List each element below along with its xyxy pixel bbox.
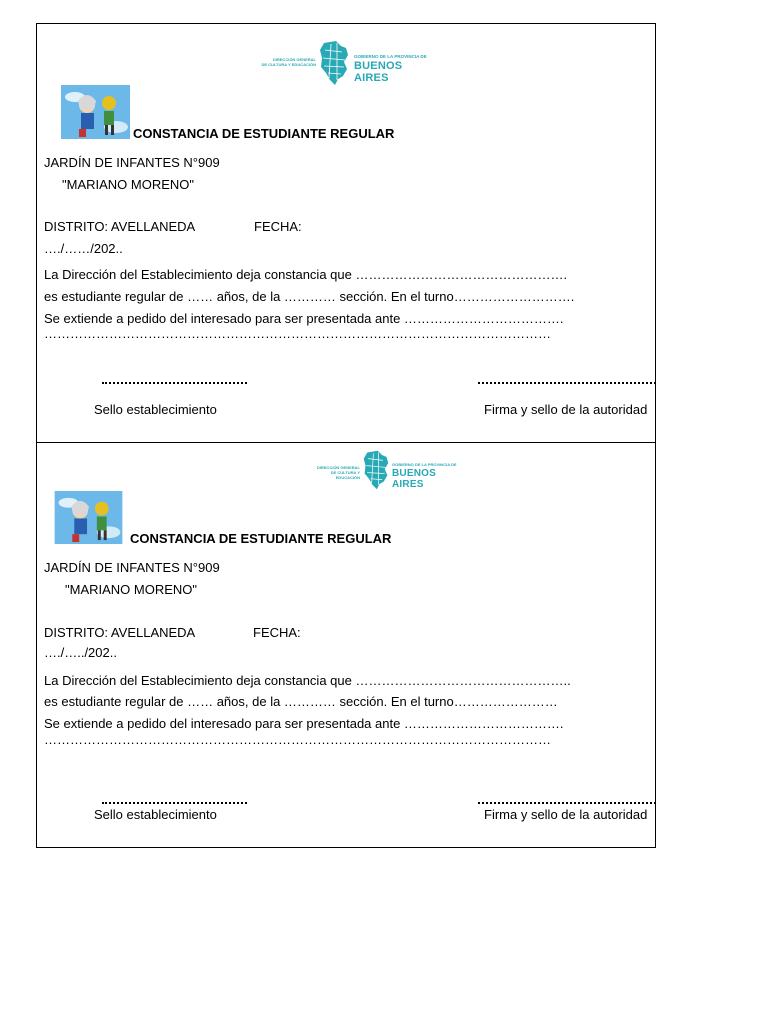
date-label: FECHA: <box>253 625 301 640</box>
district-label: DISTRITO: AVELLANEDA <box>44 219 196 234</box>
body-line-4: ……………………………………………………………………………………………………… <box>44 732 551 747</box>
authority-signature-line <box>478 382 656 384</box>
body-line-1: La Dirección del Establecimiento deja constancia que …………………………………………. <box>44 267 568 282</box>
school-name: "MARIANO MORENO" <box>62 177 195 192</box>
children-illustration <box>61 85 130 139</box>
government-logo <box>308 448 468 492</box>
signature-label: Firma y sello de la autoridad <box>484 807 648 822</box>
logo-cultura-text: DE CULTURA Y EDUCACIÓN <box>330 470 360 480</box>
government-logo <box>254 39 434 87</box>
school-number: JARDÍN DE INFANTES N°909 <box>44 155 220 170</box>
body-line-4: ……………………………………………………………………………………………………… <box>44 326 551 341</box>
stamp-label: Sello establecimiento <box>94 807 217 822</box>
section-divider <box>36 442 656 443</box>
date-value: …./…../202.. <box>44 645 117 660</box>
district-label: DISTRITO: AVELLANEDA <box>44 625 196 640</box>
body-line-2: es estudiante regular de …… años, de la ………… sección. En el turno………………………. <box>44 289 575 304</box>
school-name: "MARIANO MORENO" <box>65 582 198 597</box>
date-label: FECHA: <box>254 219 302 234</box>
children-illustration <box>54 491 123 544</box>
body-line-3: Se extiende a pedido del interesado para ser presentada ante ………………………………. <box>44 311 564 326</box>
date-value: …./……/202.. <box>44 241 123 256</box>
logo-direccion-text: DIRECCIÓN GENERAL <box>272 57 316 62</box>
logo-gobierno-text: GOBIERNO DE LA PROVINCIA DE <box>354 54 427 59</box>
logo-gobierno-text: GOBIERNO DE LA PROVINCIA DE <box>392 462 457 467</box>
signature-label: Firma y sello de la autoridad <box>484 402 648 417</box>
province-map-icon <box>318 40 350 86</box>
stamp-label: Sello establecimiento <box>94 402 217 417</box>
authority-signature-line <box>478 802 656 804</box>
province-map-icon <box>362 449 390 491</box>
school-number: JARDÍN DE INFANTES N°909 <box>44 560 220 575</box>
body-line-2: es estudiante regular de …… años, de la ………… sección. En el turno…………………… <box>44 694 558 709</box>
stamp-signature-line <box>102 802 247 804</box>
certificate-title: CONSTANCIA DE ESTUDIANTE REGULAR <box>133 126 395 141</box>
logo-buenos-aires-text: BUENOS AIRES <box>354 60 403 84</box>
stamp-signature-line <box>102 382 247 384</box>
body-line-3: Se extiende a pedido del interesado para ser presentada ante ………………………………. <box>44 716 564 731</box>
logo-direccion-text: DIRECCIÓN GENERAL <box>316 465 360 470</box>
certificate-title: CONSTANCIA DE ESTUDIANTE REGULAR <box>130 531 392 546</box>
logo-cultura-text: DE CULTURA Y EDUCACIÓN <box>261 62 316 67</box>
logo-buenos-aires-text: BUENOS AIRES <box>392 468 436 490</box>
body-line-1: La Dirección del Establecimiento deja constancia que ………………………………………….. <box>44 673 571 688</box>
